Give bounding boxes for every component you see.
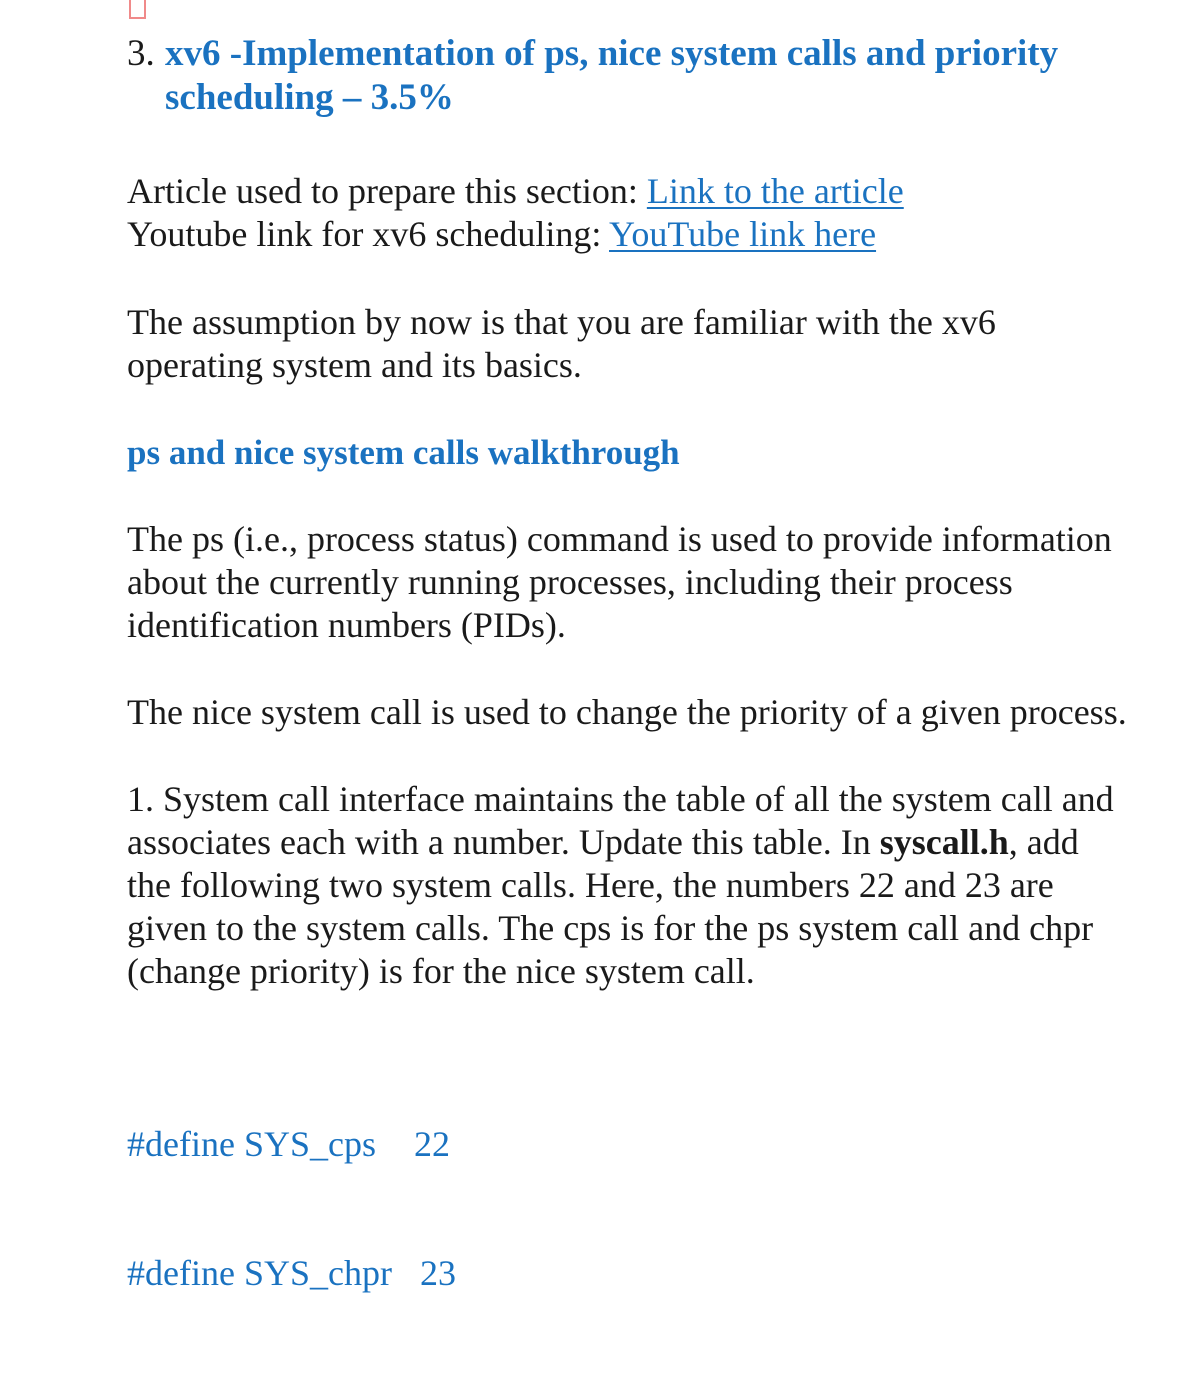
reference-links	[127, 170, 1127, 256]
youtube-link[interactable]: YouTube link here	[609, 214, 877, 254]
section-heading	[127, 32, 1127, 120]
ps-paragraph: The ps (i.e., process status) command is used to provide information about the currently running processes, including their process identification numbers (PIDs).	[127, 519, 1112, 645]
step-1-text-start: 1. System call interface maintains the table of all the system call and associates each with a number. Update this table. In	[127, 779, 1114, 862]
step-1-text-end: , add the following two system calls. Here, the numbers 22 and 23 are given to the system calls. The cps is for the ps system call and chpr (change priority) is for the nice system call.	[127, 822, 1094, 991]
intro-paragraph: The assumption by now is that you are familiar with the xv6 operating system and its basics.	[127, 302, 996, 385]
section-title: xv6 -Implementation of ps, nice system calls and priority scheduling – 3.5%	[165, 33, 1059, 118]
code-line	[127, 1123, 1127, 1166]
youtube-prefix: Youtube link for xv6 scheduling:	[127, 214, 609, 254]
document-page	[127, 32, 1127, 1381]
code-value-cps: 22	[413, 1124, 450, 1164]
nice-paragraph: The nice system call is used to change the priority of a given process.	[127, 692, 1127, 732]
step-1-paragraph	[127, 778, 1127, 993]
code-define-chpr: #define SYS_chpr	[127, 1253, 392, 1293]
comment-marker-icon	[129, 0, 146, 19]
code-block	[127, 1037, 1127, 1381]
youtube-line	[127, 213, 1127, 256]
syscall-h-filename: syscall.h	[879, 822, 1009, 862]
article-prefix: Article used to prepare this section:	[127, 171, 647, 211]
code-value-chpr: 23	[419, 1253, 456, 1293]
article-link[interactable]: Link to the article	[646, 171, 904, 211]
section-number: 3.	[127, 33, 155, 74]
code-define-cps: #define SYS_cps	[127, 1124, 376, 1164]
code-line	[127, 1252, 1127, 1295]
article-line	[127, 170, 1127, 213]
walkthrough-heading: ps and nice system calls walkthrough	[127, 433, 680, 472]
